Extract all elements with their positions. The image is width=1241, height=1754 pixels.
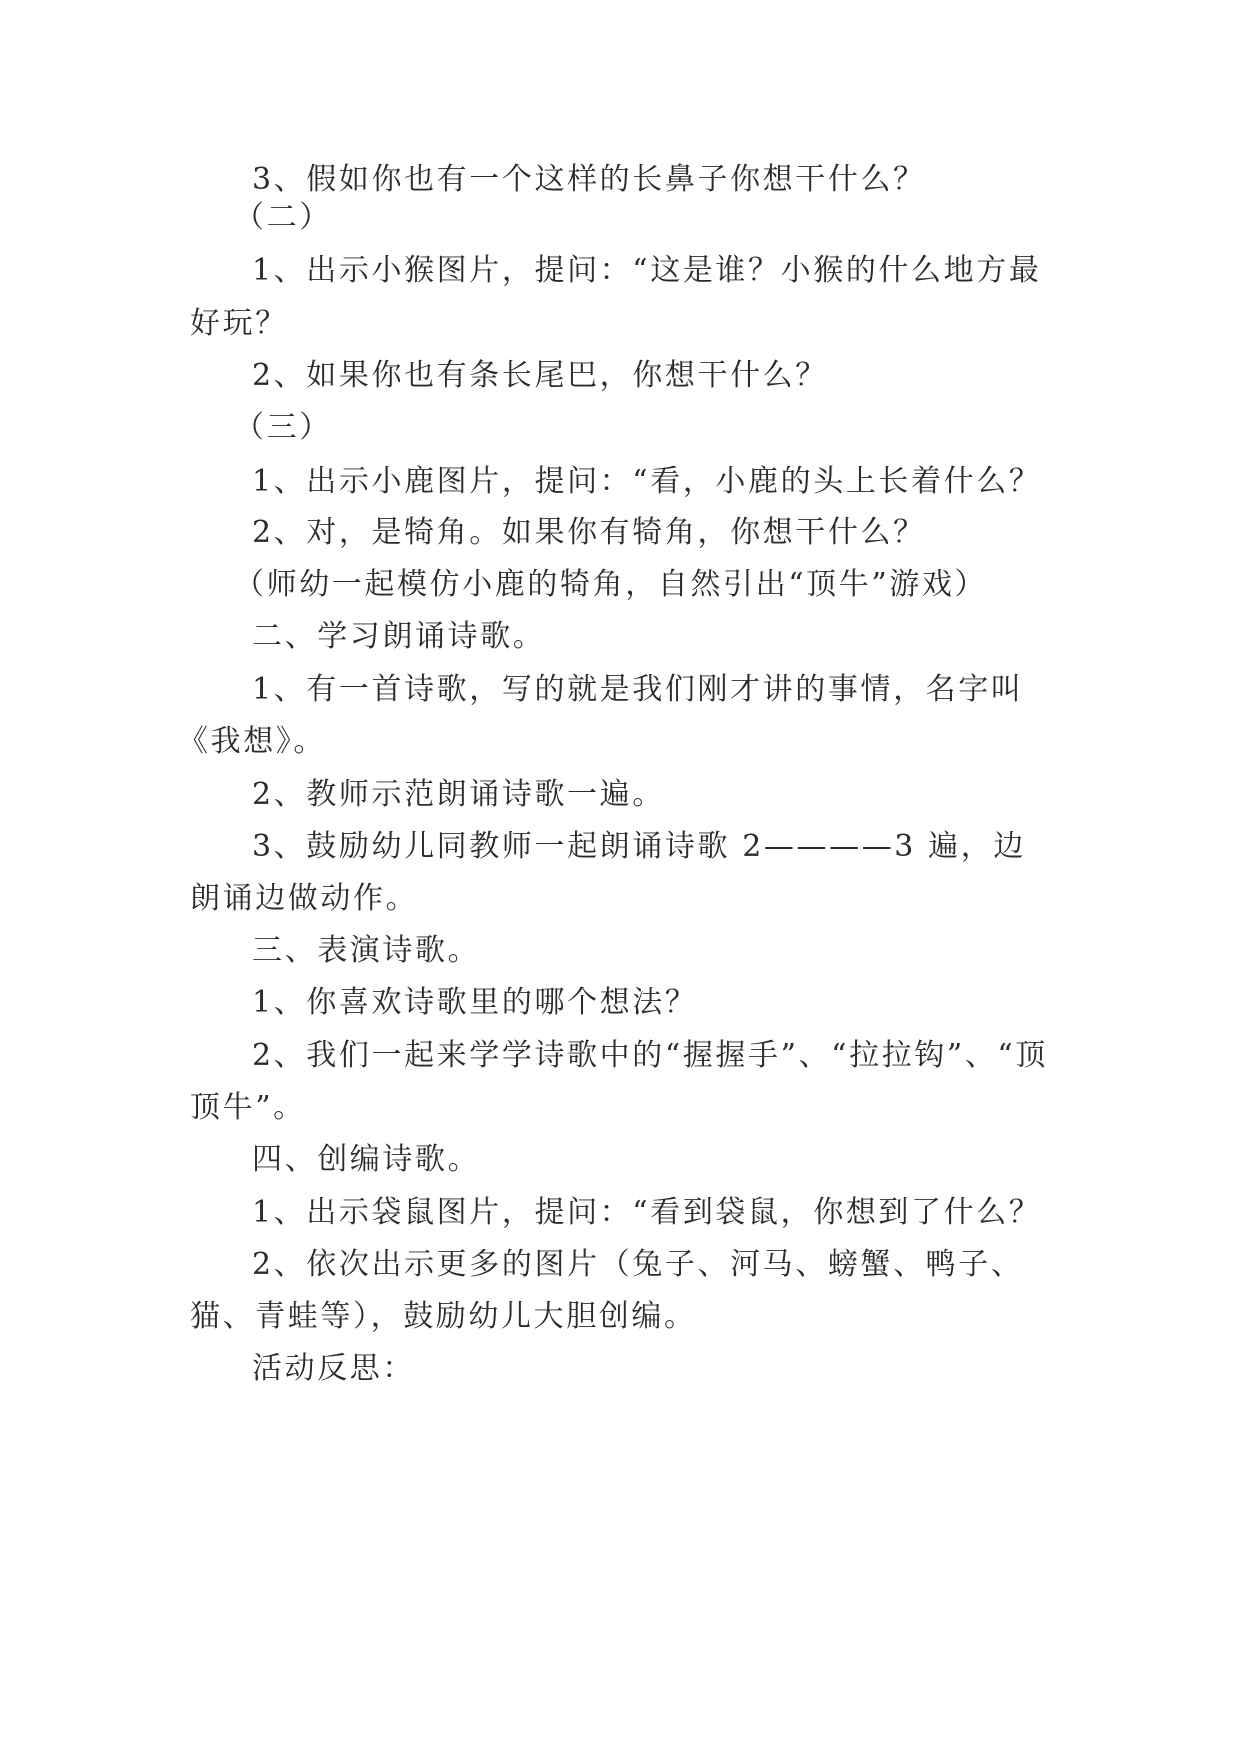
paragraph-line: 1、出示袋鼠图片，提问：“看到袋鼠，你想到了什么？ xyxy=(252,1195,1042,1230)
paragraph-line: 《我想》。 xyxy=(178,724,326,759)
paragraph-line: 1、出示小猴图片，提问：“这是谁？小猴的什么地方最 xyxy=(252,253,1042,288)
section-heading: （二） xyxy=(234,200,332,235)
section-heading: （三） xyxy=(234,410,332,445)
paragraph-line: 2、依次出示更多的图片（兔子、河马、螃蟹、鸭子、 xyxy=(252,1247,1024,1282)
paragraph-line: 2、教师示范朗诵诗歌一遍。 xyxy=(252,777,665,812)
section-heading: 二、学习朗诵诗歌。 xyxy=(252,619,546,654)
paragraph-line: 顶牛”。 xyxy=(190,1090,306,1125)
paragraph-line: 3、假如你也有一个这样的长鼻子你想干什么？ xyxy=(252,162,926,197)
paragraph-line: 2、我们一起来学学诗歌中的“握握手”、“拉拉钩”、“顶 xyxy=(252,1038,1048,1073)
paragraph-line: 朗诵边做动作。 xyxy=(190,881,419,916)
paragraph-line: 2、对，是犄角。如果你有犄角，你想干什么？ xyxy=(252,515,926,550)
paragraph-line: 1、出示小鹿图片，提问：“看，小鹿的头上长着什么？ xyxy=(252,464,1042,499)
paragraph-line: 3、鼓励幼儿同教师一起朗诵诗歌 2————3 遍，边 xyxy=(252,829,1026,864)
paragraph-line: 2、如果你也有条长尾巴，你想干什么？ xyxy=(252,358,828,393)
section-heading: 三、表演诗歌。 xyxy=(252,933,481,968)
section-heading: 活动反思： xyxy=(252,1351,415,1386)
section-heading: 四、创编诗歌。 xyxy=(252,1142,481,1177)
paragraph-line: 1、有一首诗歌，写的就是我们刚才讲的事情，名字叫 xyxy=(252,672,1024,707)
paragraph-line: 猫、青蛙等），鼓励幼儿大胆创编。 xyxy=(190,1299,697,1334)
paragraph-line: 好玩？ xyxy=(190,306,288,341)
paragraph-line: 1、你喜欢诗歌里的哪个想法？ xyxy=(252,985,698,1020)
paragraph-line: （师幼一起模仿小鹿的犄角，自然引出“顶牛”游戏） xyxy=(234,567,988,602)
